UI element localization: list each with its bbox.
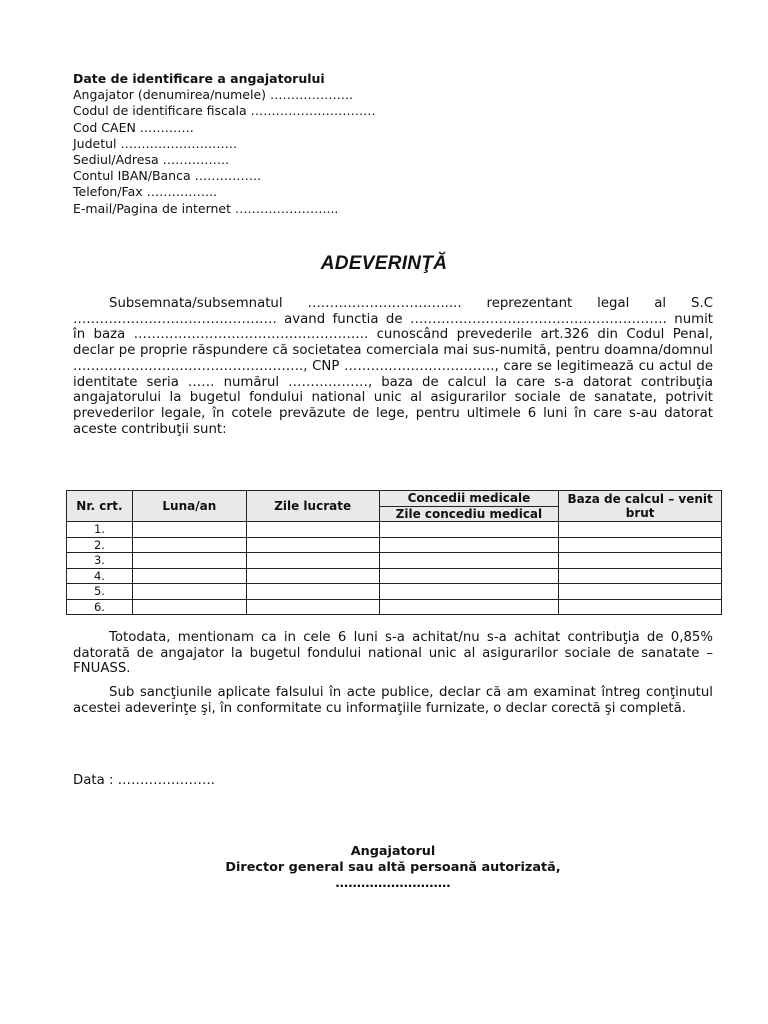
cell-luna — [132, 522, 246, 538]
header-zile-concediu-medical: Zile concediu medical — [379, 506, 559, 522]
contribution-table — [66, 490, 722, 615]
table-row — [67, 599, 722, 615]
row-number: 3. — [67, 553, 133, 569]
cell-luna — [132, 553, 246, 569]
header-baza-calcul: Baza de calcul – venit brut — [559, 491, 722, 522]
table-row — [67, 537, 722, 553]
cell-luna — [132, 568, 246, 584]
contribution-paragraph: Totodata, mentionam ca in cele 6 luni s-a achitat/nu s-a achitat contribuţia de 0,85% datorată de angajator la bugetul fondului national unic al asigurarilor sociale de sanatate – FNUASS. — [73, 630, 713, 677]
cell-concediu — [379, 522, 559, 538]
row-number: 4. — [67, 568, 133, 584]
signature-block — [0, 844, 768, 892]
header-luna-an: Luna/an — [132, 491, 246, 522]
declaration-paragraph: Subsemnata/subsemnatul …………………………..... reprezentant legal al S.C ………………………………………. avand functia de …………………………………………………. numit în baza …………………………………………….. cunoscând prevederile art.326 din Codul Penal, declar pe proprie răspundere că societatea comerciala mai sus-numită, pentru doamna/domnul ……………………………………………., CNP ……………………………., care se legitimează cu actul de identitate seria …… numărul ………………, baza de calcul la care s-a datorat contribuţia angajatorului la bugetul fondului national unic al asigurarilor sociale de sanatate, potrivit prevederilor legale, în cotele prevăzute de lege, pentru ultimele 6 luni în care s-au datorat aceste contribuţii sunt: — [73, 296, 713, 437]
signature-title: Angajatorul — [350, 844, 436, 859]
row-number: 2. — [67, 537, 133, 553]
employer-name-line: Angajator (denumirea/numele) ……………….. — [73, 87, 353, 103]
date-line: Data : …………………. — [73, 773, 215, 788]
cell-baza — [559, 584, 722, 600]
caen-code-line: Cod CAEN …………. — [73, 119, 194, 135]
header-zile-lucrate: Zile lucrate — [246, 491, 379, 522]
table-row — [67, 568, 722, 584]
row-number: 1. — [67, 522, 133, 538]
address-line: Sediul/Adresa ……………. — [73, 152, 230, 168]
cell-luna — [132, 584, 246, 600]
cell-zile — [246, 584, 379, 600]
cell-concediu — [379, 584, 559, 600]
cell-zile — [246, 568, 379, 584]
cell-luna — [132, 537, 246, 553]
cell-zile — [246, 522, 379, 538]
cell-zile — [246, 599, 379, 615]
employer-block-heading: Date de identificare a angajatorului — [73, 71, 325, 86]
signature-dots: ……………………… — [335, 876, 451, 891]
cell-concediu — [379, 568, 559, 584]
county-line: Judetul ………………………. — [73, 135, 237, 151]
cell-baza — [559, 537, 722, 553]
sanctions-paragraph: Sub sancţiunile aplicate falsului în acte publice, declar că am examinat întreg conţinutul acestei adeverinţe şi, în conformitate cu informaţiile furnizate, o declar corectă şi completă. — [73, 685, 713, 716]
cell-concediu — [379, 537, 559, 553]
cell-zile — [246, 553, 379, 569]
cell-baza — [559, 568, 722, 584]
cell-baza — [559, 599, 722, 615]
cell-baza — [559, 553, 722, 569]
header-nr-crt: Nr. crt. — [67, 491, 133, 522]
employer-identification-block — [73, 71, 376, 217]
email-website-line: E-mail/Pagina de internet ………………….... — [73, 200, 339, 216]
cell-baza — [559, 522, 722, 538]
signature-role: Director general sau altă persoană autorizată, — [225, 860, 561, 875]
cell-zile — [246, 537, 379, 553]
table-row — [67, 553, 722, 569]
row-number: 6. — [67, 599, 133, 615]
table-row — [67, 584, 722, 600]
header-concedii-medicale: Concedii medicale — [379, 491, 559, 507]
row-number: 5. — [67, 584, 133, 600]
cell-luna — [132, 599, 246, 615]
cell-concediu — [379, 553, 559, 569]
table-row — [67, 522, 722, 538]
phone-fax-line: Telefon/Fax …………….. — [73, 184, 218, 200]
iban-bank-line: Contul IBAN/Banca ……………. — [73, 168, 262, 184]
cell-concediu — [379, 599, 559, 615]
fiscal-code-line: Codul de identificare fiscala ………………………… — [73, 103, 376, 119]
document-title: ADEVERINŢĂ — [320, 253, 448, 274]
